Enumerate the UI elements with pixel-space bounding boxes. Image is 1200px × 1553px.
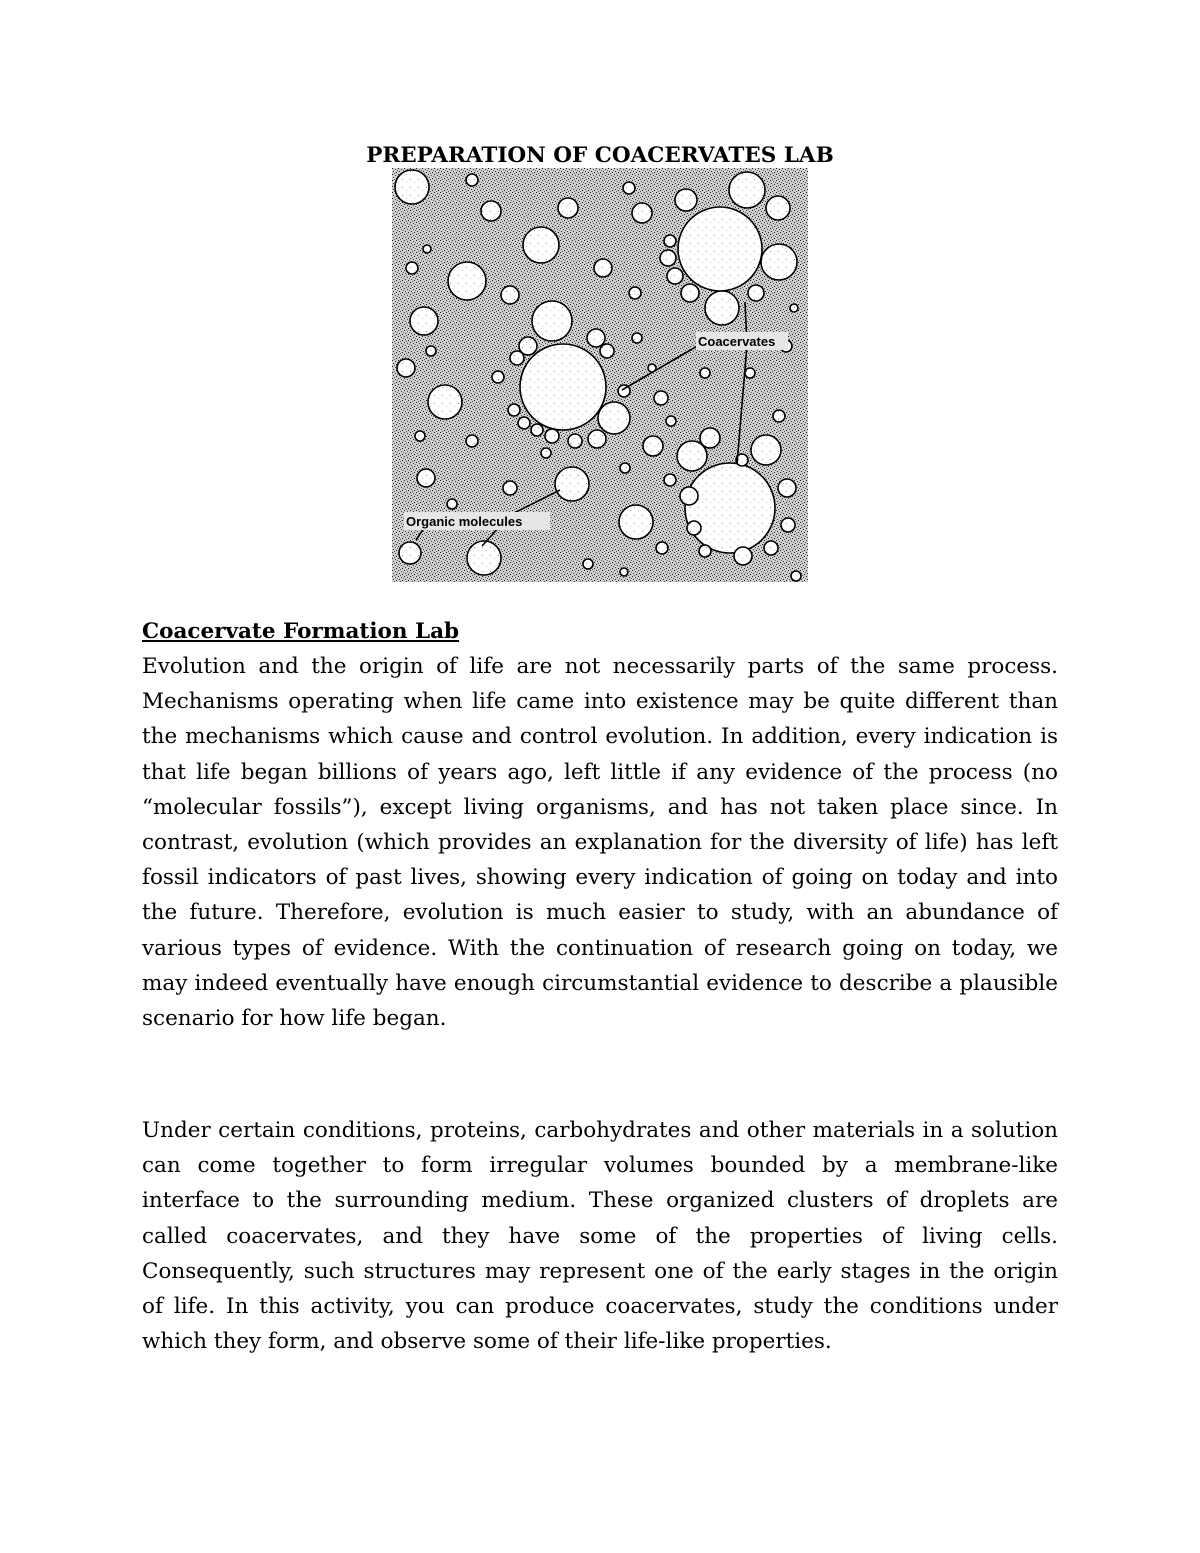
coacervates-figure [392,168,808,582]
organic-molecules-label: Organic molecules [406,514,523,529]
coacervates-illustration [392,168,808,582]
section-heading: Coacervate Formation Lab [142,619,460,644]
paragraph-2: Under certain conditions, proteins, carbohydrates and other materials in a solution can come together to form irregular volumes bounded by a membrane-like interface to the surrounding medium. These organized clusters of droplets are called coacervates, and they have some of the properties of living cells. Consequently, such structures may represent one of the early stages in the origin of life. In this activity, you can produce coacervates, study the conditions under which they form, and observe some of their life-like properties. [142,1118,1058,1355]
coacervates-label: Coacervates [698,334,776,349]
paragraph-1: Evolution and the origin of life are not necessarily parts of the same process. Mechanisms operating when life came into existence may be quite different than the mechanisms which cause and control evolution. In addition, every indication is that life began billions of years ago, left little if any evidence of the process (no “molecular fossils”), except living organisms, and has not taken place since. In contrast, evolution (which provides an explanation for the diversity of life) has left fossil indicators of past lives, showing every indication of going on today and into the future. Therefore, evolution is much easier to study, with an abundance of various types of evidence. With the continuation of research going on today, we may indeed eventually have enough circumstantial evidence to describe a plausible scenario for how life began. [142,654,1058,1032]
page-title: PREPARATION OF COACERVATES LAB [366,143,834,168]
